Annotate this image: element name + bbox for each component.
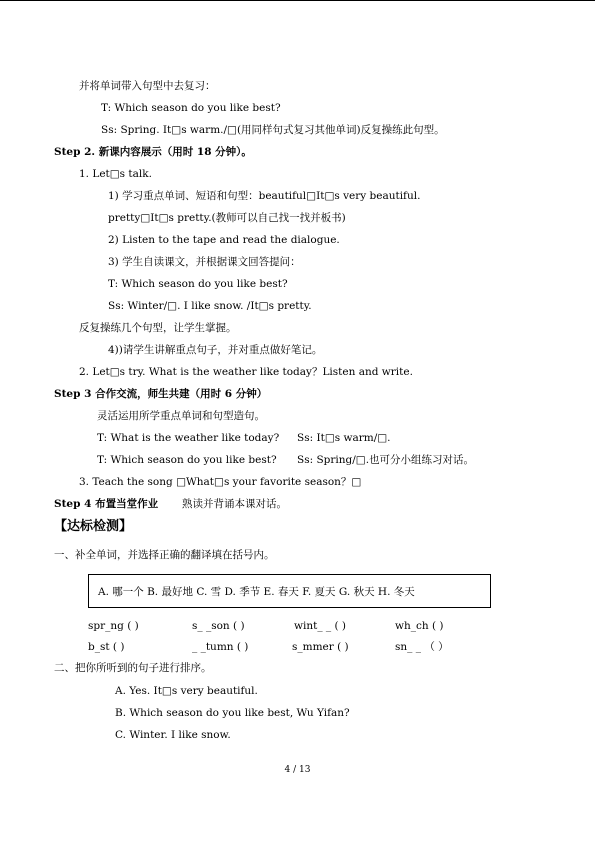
sentence-option: B. Which season do you like best, Wu Yifan? (115, 707, 350, 719)
text-line: Ss: Spring. It□s warm./□(用同样句式复习其他单词)反复操练此句型。 (101, 124, 445, 136)
text-line: 熟读并背诵本课对话。 (182, 498, 287, 510)
fill-word: b_st ( ) (88, 641, 125, 653)
text-line: T: Which season do you like best? (101, 102, 281, 114)
text-line: Ss: Winter/□. I like snow. /It□s pretty. (108, 300, 312, 312)
step-heading: Step 2. 新课内容展示（用时 18 分钟）。 (54, 146, 252, 158)
text-line: 2) Listen to the tape and read the dialogue. (108, 234, 340, 246)
text-line: T: What is the weather like today? (97, 432, 280, 444)
text-line: 4))请学生讲解重点句子，并对重点做好笔记。 (108, 344, 323, 356)
text-line: Ss: Spring/□.也可分小组练习对话。 (297, 454, 475, 466)
question-heading: 一、补全单词，并选择正确的翻译填在括号内。 (54, 549, 275, 561)
step-heading: Step 4 布置当堂作业 (54, 498, 159, 510)
text-line: pretty□It□s pretty.(教师可以自己找一找并板书) (108, 212, 346, 224)
question-heading: 二、把你所听到的句子进行排序。 (54, 662, 212, 674)
page-number: 4 / 13 (284, 765, 311, 775)
sentence-option: C. Winter. I like snow. (115, 729, 231, 741)
fill-word: spr_ng ( ) (88, 620, 139, 632)
text-line: 1. Let□s talk. (79, 168, 152, 180)
text-line: T: Which season do you like best? (108, 278, 288, 290)
fill-word: _ _tumn ( ) (192, 641, 249, 653)
text-line: 灵活运用所学重点单词和句型造句。 (97, 410, 265, 422)
text-line: T: Which season do you like best? (97, 454, 277, 466)
text-line: 2. Let□s try. What is the weather like today？Listen and write. (79, 366, 413, 378)
fill-word: s_mmer ( ) (292, 641, 349, 653)
fill-word: wint_ _ ( ) (294, 620, 347, 632)
fill-word: wh_ch ( ) (395, 620, 444, 632)
text-line: 3) 学生自读课文，并根据课文回答提问： (108, 256, 301, 268)
options-text: A. 哪一个 B. 最好地 C. 雪 D. 季节 E. 春天 F. 夏天 G. 秋天 H. 冬天 (98, 586, 415, 598)
sentence-option: A. Yes. It□s very beautiful. (115, 685, 258, 697)
text-line: 并将单词带入句型中去复习： (79, 80, 216, 92)
text-line: Ss: It□s warm/□. (297, 432, 391, 444)
fill-word: sn_ _ （ ） (395, 641, 449, 653)
fill-word: s_ _son ( ) (192, 620, 245, 632)
text-line: 反复操练几个句型，让学生掌握。 (79, 322, 237, 334)
step-heading: Step 3 合作交流，师生共建（用时 6 分钟） (54, 388, 268, 400)
top-rule (0, 0, 595, 1)
text-line: 1) 学习重点单词、短语和句型：beautiful□It□s very beautiful. (108, 190, 421, 202)
options-box (88, 574, 491, 608)
text-line: 3. Teach the song □What□s your favorite season？□ (79, 476, 362, 488)
section-title: 【达标检测】 (54, 519, 133, 534)
